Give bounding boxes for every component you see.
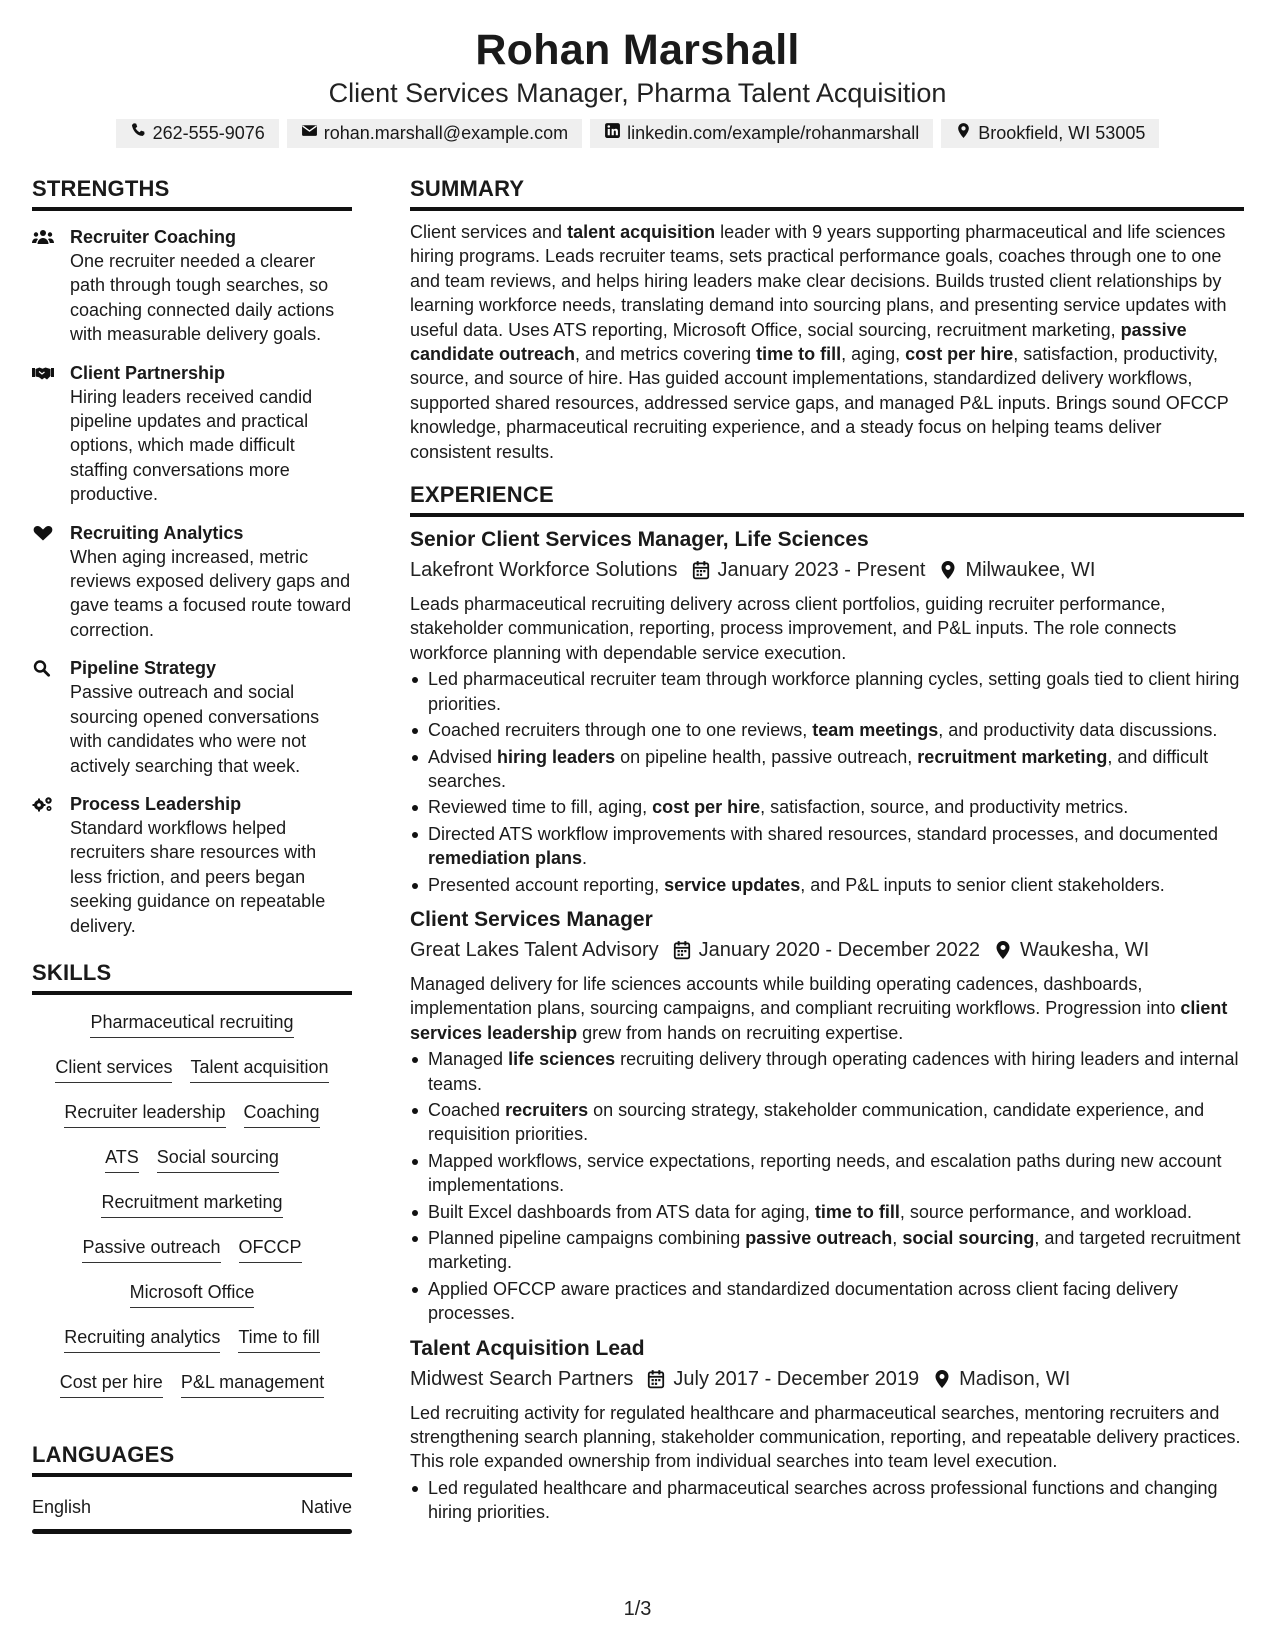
map-pin-icon (933, 1369, 951, 1389)
strength-name: Process Leadership (70, 793, 242, 814)
skill-tag: Passive outreach (82, 1234, 220, 1263)
strength-item (32, 656, 352, 778)
contact-bar (0, 119, 1275, 148)
skill-row (32, 1189, 352, 1234)
page-number: 1/3 (623, 1598, 652, 1620)
skill-tag: Time to fill (238, 1324, 319, 1353)
phone-icon (130, 119, 147, 148)
skill-tag: Client services (55, 1054, 172, 1083)
job-description: Leads pharmaceutical recruiting delivery across client portfolios, guiding recruiter performance, stakeholder communication, reporting, process improvement, and P&L inputs. The role connects workforce planning with dependable service execution. (410, 594, 1177, 663)
language-name: English (32, 1496, 92, 1517)
job-description: Managed delivery for life sciences accounts while building operating cadences, dashboards, implementation plans, sourcing campaigns, and compliant recruiting workflows. Progression into client services leadership grew from hands on recruiting expertise. (410, 973, 1228, 1043)
job-company: Great Lakes Talent Advisory (410, 938, 659, 961)
left-column (32, 174, 352, 1534)
strength-name: Recruiting Analytics (70, 522, 244, 543)
job-dates: January 2020 - December 2022 (698, 938, 980, 961)
skill-tag: Recruitment marketing (101, 1189, 282, 1218)
strength-item (32, 361, 352, 507)
languages-heading: LANGUAGES (32, 1440, 352, 1477)
map-pin-icon (955, 119, 972, 148)
handshake-icon (32, 361, 70, 507)
envelope-icon (301, 119, 318, 148)
summary-heading: SUMMARY (410, 174, 1244, 211)
strength-item (32, 225, 352, 347)
contact-phone[interactable] (116, 119, 279, 148)
map-pin-icon (939, 560, 957, 580)
skill-tag: Recruiter leadership (64, 1099, 225, 1128)
skill-tag: Talent acquisition (190, 1054, 328, 1083)
skill-row (32, 1054, 352, 1099)
heart-icon (32, 521, 70, 643)
candidate-title: Client Services Manager, Pharma Talent Acquisition (328, 78, 947, 108)
skill-tag: Coaching (244, 1099, 320, 1128)
job-bullet: Planned pipeline campaigns combining passive outreach, social sourcing, and targeted recruitment marketing. (410, 1226, 1244, 1275)
skills-list (32, 1009, 352, 1414)
gears-icon (32, 792, 70, 938)
users-icon (32, 225, 70, 347)
language-item (32, 1495, 352, 1519)
language-proficiency-bar (32, 1529, 352, 1534)
contact-linkedin-text: linkedin.com/example/rohanmarshall (627, 123, 920, 143)
skill-row (32, 1369, 352, 1414)
calendar-icon (673, 940, 691, 960)
job-entry (410, 526, 1244, 897)
job-location: Madison, WI (959, 1367, 1071, 1390)
skill-tag: Microsoft Office (130, 1279, 255, 1308)
job-bullet: Reviewed time to fill, aging, cost per hire, satisfaction, source, and productivity metrics. (410, 795, 1244, 819)
job-meta (410, 556, 1244, 584)
job-location: Milwaukee, WI (965, 559, 1096, 582)
strength-desc: When aging increased, metric reviews exposed delivery gaps and gave teams a focused route toward correction. (70, 546, 352, 640)
job-title: Client Services Manager (410, 907, 653, 931)
job-meta (410, 1365, 1244, 1393)
skill-row (32, 1279, 352, 1324)
job-bullets (410, 1476, 1244, 1525)
job-title: Talent Acquisition Lead (410, 1336, 645, 1360)
strength-desc: Hiring leaders received candid pipeline updates and practical options, which made difficult staffing conversations more productive. (70, 386, 313, 505)
job-bullet: Coached recruiters through one to one reviews, team meetings, and productivity data discussions. (410, 718, 1244, 742)
job-description: Led recruiting activity for regulated healthcare and pharmaceutical searches, mentoring recruiters and strengthening search planning, stakeholder communication, reporting, and repeatable delivery practices. This role expanded ownership from individual searches into team level execution. (410, 1402, 1241, 1472)
search-icon (32, 656, 70, 778)
resume-header (0, 0, 1275, 148)
skill-tag: ATS (105, 1144, 139, 1173)
job-bullet: Managed life sciences recruiting delivery through operating cadences with hiring leaders and internal teams. (410, 1047, 1244, 1096)
map-pin-icon (994, 940, 1012, 960)
strengths-heading: STRENGTHS (32, 174, 352, 211)
candidate-name: Rohan Marshall (475, 26, 800, 74)
job-bullets (410, 667, 1244, 897)
job-entry (410, 906, 1244, 1326)
strength-item (32, 521, 352, 643)
strength-desc: Passive outreach and social sourcing opened conversations with candidates who were not actively searching that week. (70, 682, 320, 776)
skill-row (32, 1234, 352, 1279)
skills-heading: SKILLS (32, 958, 352, 995)
job-dates: July 2017 - December 2019 (673, 1367, 920, 1390)
skill-row (32, 1099, 352, 1144)
language-level: Native (300, 1496, 352, 1517)
job-location: Waukesha, WI (1019, 938, 1150, 961)
strength-name: Client Partnership (70, 362, 226, 383)
job-bullet: Led pharmaceutical recruiter team through workforce planning cycles, setting goals tied to client hiring priorities. (410, 667, 1244, 716)
job-title: Senior Client Services Manager, Life Sciences (410, 528, 869, 552)
strength-name: Pipeline Strategy (70, 658, 217, 679)
contact-linkedin[interactable] (590, 119, 933, 148)
linkedin-icon (604, 119, 621, 148)
experience-list (410, 526, 1244, 1525)
contact-phone-text: 262-555-9076 (152, 123, 265, 143)
contact-email-text: rohan.marshall@example.com (323, 123, 569, 143)
experience-heading: EXPERIENCE (410, 480, 1244, 517)
contact-email[interactable] (287, 119, 582, 148)
skill-tag: Social sourcing (157, 1144, 279, 1173)
job-company: Lakefront Workforce Solutions (410, 559, 678, 582)
job-bullet: Advised hiring leaders on pipeline health, passive outreach, recruitment marketing, and difficult searches. (410, 745, 1244, 794)
skill-row (32, 1324, 352, 1369)
job-entry (410, 1335, 1244, 1525)
skill-tag: Recruiting analytics (64, 1324, 220, 1353)
job-dates: January 2023 - Present (717, 559, 926, 582)
calendar-icon (647, 1369, 665, 1389)
job-bullet: Led regulated healthcare and pharmaceutical searches across professional functions and changing hiring priorities. (410, 1476, 1244, 1525)
job-bullet: Mapped workflows, service expectations, reporting needs, and escalation paths during new account implementations. (410, 1149, 1244, 1198)
skill-row (32, 1144, 352, 1189)
skill-tag: Pharmaceutical recruiting (90, 1009, 293, 1038)
strength-desc: One recruiter needed a clearer path through tough searches, so coaching connected daily actions with measurable delivery goals. (70, 251, 335, 345)
job-bullet: Coached recruiters on sourcing strategy, stakeholder communication, candidate experience, and requisition priorities. (410, 1098, 1244, 1147)
skill-tag: OFCCP (239, 1234, 302, 1263)
calendar-icon (692, 560, 710, 580)
summary-text: Client services and talent acquisition leader with 9 years supporting pharmaceutical and life sciences hiring programs. Leads recruiter teams, sets practical performance goals, coaches through one to one and team reviews, and helps hiring leaders make clear decisions. Builds trusted client relationships by learning workforce needs, translating demand into sourcing plans, and presenting service updates with useful data. Uses ATS reporting, Microsoft Office, social sourcing, recruitment marketing, passive candidate outreach, and metrics covering time to fill, aging, cost per hire, satisfaction, productivity, source, and source of hire. Has guided account implementations, standardized delivery workflows, supported shared resources, addressed service gaps, and managed P&L inputs. Brings sound OFCCP knowledge, pharmaceutical recruiting experience, and a steady focus on helping teams deliver consistent results. (410, 222, 1229, 462)
skill-tag: Cost per hire (60, 1369, 163, 1398)
contact-location-text: Brookfield, WI 53005 (978, 123, 1146, 143)
contact-location (941, 119, 1159, 148)
job-company: Midwest Search Partners (410, 1367, 634, 1390)
strength-name: Recruiter Coaching (70, 227, 237, 247)
job-bullet: Applied OFCCP aware practices and standardized documentation across client facing delivery processes. (410, 1277, 1244, 1326)
job-bullet: Directed ATS workflow improvements with shared resources, standard processes, and documented remediation plans. (410, 822, 1244, 871)
job-meta (410, 936, 1244, 964)
skill-tag: P&L management (181, 1369, 324, 1398)
job-bullet: Built Excel dashboards from ATS data for aging, time to fill, source performance, and workload. (410, 1200, 1244, 1224)
skill-row (32, 1009, 352, 1054)
right-column (410, 174, 1244, 1527)
job-bullets (410, 1047, 1244, 1325)
strength-desc: Standard workflows helped recruiters share resources with less friction, and peers began seeking guidance on repeatable delivery. (70, 817, 326, 936)
strength-item (32, 792, 352, 938)
job-bullet: Presented account reporting, service updates, and P&L inputs to senior client stakeholders. (410, 873, 1244, 897)
